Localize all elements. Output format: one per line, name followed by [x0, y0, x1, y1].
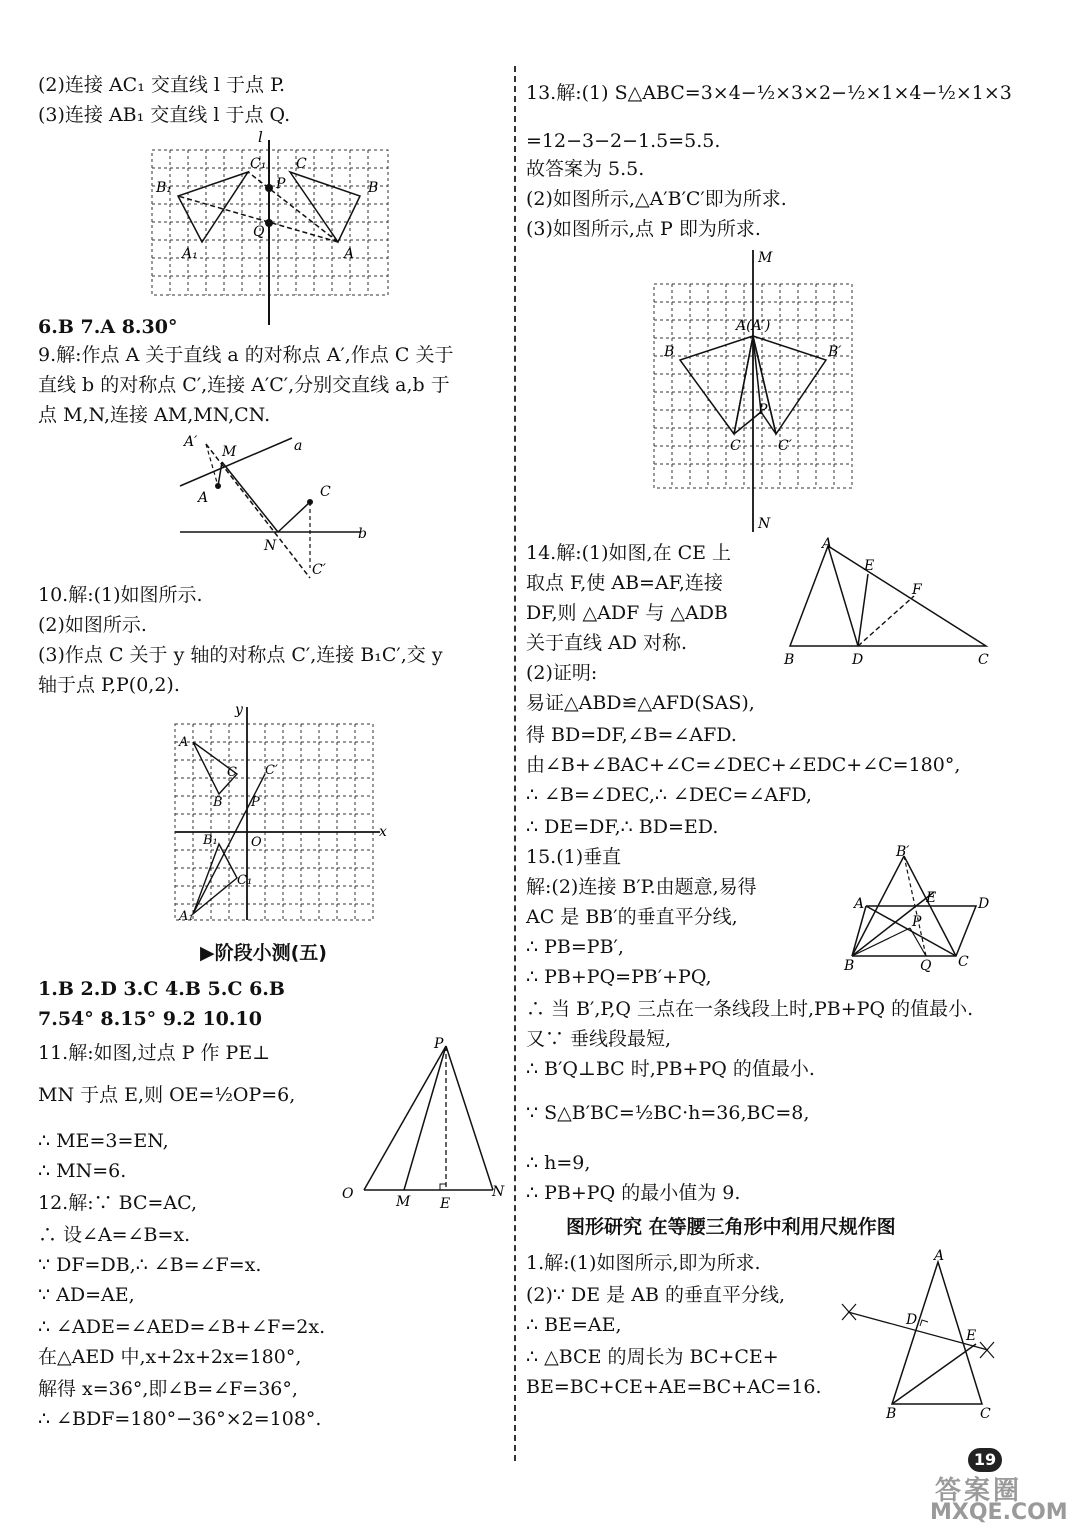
- label: A₁: [182, 246, 198, 262]
- text-line: (2)证明:: [526, 662, 598, 684]
- label: O: [251, 835, 262, 850]
- text-line: 13.解:(1) S△ABC=3×4−½×3×2−½×1×4−½×1×3: [526, 82, 1012, 104]
- answers-1-6: 1.B 2.D 3.C 4.B 5.C 6.B: [38, 978, 285, 1000]
- label: B: [784, 652, 795, 668]
- label: C: [296, 156, 307, 172]
- label: C: [730, 438, 741, 454]
- text-line: 解得 x=36°,即∠B=∠F=36°,: [38, 1378, 298, 1400]
- text-line: ∴ PB=PB′,: [526, 936, 624, 958]
- label: D: [852, 652, 864, 668]
- text-line: MN 于点 E,则 OE=½OP=6,: [38, 1084, 296, 1106]
- figure-q14: [776, 534, 1001, 672]
- figure-grid-reflection: [140, 130, 400, 330]
- text-line: ∴ 设∠A=∠B=x.: [38, 1224, 191, 1246]
- label: C′: [778, 438, 792, 454]
- text-line: 10.解:(1)如图所示.: [38, 584, 203, 606]
- label: A: [822, 536, 833, 552]
- text-line: ∴ PB+PQ=PB′+PQ,: [526, 966, 712, 988]
- label: A: [854, 896, 865, 912]
- label: D: [906, 1312, 918, 1328]
- label: B: [368, 180, 379, 196]
- figure-q10-coordinates: [165, 702, 395, 927]
- label: C: [227, 765, 237, 780]
- text-line: 由∠B+∠BAC+∠C=∠DEC+∠EDC+∠C=180°,: [526, 754, 961, 776]
- page-number: 19: [968, 1448, 1002, 1472]
- text-line: (2)如图所示,△A′B′C′即为所求.: [526, 188, 787, 210]
- label: B: [844, 958, 855, 974]
- label: C′: [312, 562, 326, 578]
- label: C₁: [237, 873, 253, 888]
- label: N: [758, 516, 771, 532]
- label: b: [358, 526, 367, 542]
- column-divider: [514, 66, 516, 1461]
- text-line: ∵ S△B′BC=½BC·h=36,BC=8,: [526, 1102, 810, 1124]
- text-line: ∴ h=9,: [526, 1152, 591, 1174]
- label: D: [978, 896, 990, 912]
- label: A′: [184, 434, 198, 450]
- text-line: 12.解:∵ BC=AC,: [38, 1192, 198, 1214]
- label: A: [934, 1248, 945, 1264]
- text-line: 在△AED 中,x+2x+2x=180°,: [38, 1346, 302, 1368]
- figure-q9: [170, 428, 380, 583]
- text-line: ∴ 当 B′,P,Q 三点在一条线段上时,PB+PQ 的值最小.: [526, 998, 974, 1020]
- text-line: (2)∵ DE 是 AB 的垂直平分线,: [526, 1284, 785, 1306]
- label: Q: [920, 958, 932, 974]
- text-line: 得 BD=DF,∠B=∠AFD.: [526, 724, 737, 746]
- text-line: (2)连接 AC₁ 交直线 l 于点 P.: [38, 74, 286, 96]
- label: P: [758, 402, 768, 418]
- label: B₁: [203, 833, 218, 848]
- answers-6-8: 6.B 7.A 8.30°: [38, 316, 178, 338]
- text-line: 易证△ABD≌△AFD(SAS),: [526, 692, 755, 714]
- label: A: [198, 490, 209, 506]
- text-line: ∴ △BCE 的周长为 BC+CE+: [526, 1346, 779, 1368]
- label: M: [222, 444, 237, 460]
- figure-research-1: [830, 1240, 1010, 1420]
- label: N: [492, 1184, 505, 1200]
- text-line: BE=BC+CE+AE=BC+AC=16.: [526, 1376, 822, 1398]
- text-line: DF,则 △ADF 与 △ADB: [526, 602, 728, 624]
- text-line: ∴ BE=AE,: [526, 1314, 622, 1336]
- text-line: (3)连接 AB₁ 交直线 l 于点 Q.: [38, 104, 291, 126]
- label: C: [978, 652, 989, 668]
- text-line: ∵ AD=AE,: [38, 1284, 135, 1306]
- label: C₁: [250, 156, 267, 172]
- text-line: ∴ ∠ADE=∠AED=∠B+∠F=2x.: [38, 1316, 326, 1338]
- text-line: 11.解:如图,过点 P 作 PE⊥: [38, 1042, 271, 1064]
- label: M: [758, 250, 773, 266]
- text-line: 故答案为 5.5.: [526, 158, 645, 180]
- text-line: (3)作点 C 关于 y 轴的对称点 C′,连接 B₁C′,交 y: [38, 644, 443, 666]
- label: P: [251, 795, 260, 810]
- label: E: [864, 558, 875, 574]
- label: B′: [896, 844, 910, 860]
- text-line: 轴于点 P,P(0,2).: [38, 674, 180, 696]
- text-line: ∴ PB+PQ 的最小值为 9.: [526, 1182, 741, 1204]
- text-line: ∴ ∠B=∠DEC,∴ ∠DEC=∠AFD,: [526, 784, 812, 806]
- label: E: [926, 890, 937, 906]
- text-line: ∵ DF=DB,∴ ∠B=∠F=x.: [38, 1254, 262, 1276]
- label: B: [886, 1406, 897, 1420]
- text-line: 取点 F,使 AB=AF,连接: [526, 572, 723, 594]
- text-line: (2)如图所示.: [38, 614, 147, 636]
- label: B₁: [156, 180, 172, 196]
- figure-q13-grid: [640, 242, 870, 537]
- label: Q: [253, 224, 265, 240]
- label: C: [958, 954, 969, 970]
- text-line: (3)如图所示,点 P 即为所求.: [526, 218, 761, 240]
- text-line: ∴ B′Q⊥BC 时,PB+PQ 的值最小.: [526, 1058, 815, 1080]
- watermark-url: MXQE.COM: [930, 1500, 1068, 1525]
- text-line: 1.解:(1)如图所示,即为所求.: [526, 1252, 761, 1274]
- label: A(A′): [736, 318, 771, 334]
- figure-q11: [338, 1030, 518, 1215]
- label: E: [440, 1196, 451, 1212]
- label: B: [664, 344, 675, 360]
- label: B: [213, 795, 223, 810]
- answers-7-10: 7.54° 8.15° 9.2 10.10: [38, 1008, 262, 1030]
- label: P: [912, 914, 922, 930]
- label: P: [434, 1036, 444, 1052]
- text-line: 关于直线 AD 对称.: [526, 632, 688, 654]
- watermark: 答案圈: [935, 1476, 1023, 1506]
- label: C′: [265, 763, 278, 778]
- label: A₁: [179, 909, 194, 924]
- label: B′: [828, 344, 842, 360]
- section-title-research: 图形研究 在等腰三角形中利用尺规作图: [566, 1216, 896, 1238]
- label: A: [344, 246, 355, 262]
- label: F: [912, 582, 922, 598]
- text-line: ∴ ∠BDF=180°−36°×2=108°.: [38, 1408, 322, 1430]
- text-line: 又∵ 垂线段最短,: [526, 1028, 672, 1050]
- label: C: [320, 484, 331, 500]
- label: y: [235, 702, 243, 718]
- text-line: 15.(1)垂直: [526, 846, 622, 868]
- text-line: 点 M,N,连接 AM,MN,CN.: [38, 404, 271, 426]
- text-line: 14.解:(1)如图,在 CE 上: [526, 542, 732, 564]
- section-title-stage: ▶阶段小测(五): [200, 942, 327, 964]
- label: P: [276, 176, 286, 192]
- label: a: [294, 438, 303, 454]
- label: x: [379, 824, 387, 840]
- text-line: ∴ DE=DF,∴ BD=ED.: [526, 816, 719, 838]
- label: C: [980, 1406, 991, 1420]
- figure-q15: [836, 836, 996, 976]
- label: M: [396, 1194, 411, 1210]
- text-line: AC 是 BB′的垂直平分线,: [526, 906, 738, 928]
- label: O: [342, 1186, 354, 1202]
- text-line: 解:(2)连接 B′P.由题意,易得: [526, 876, 757, 898]
- label: N: [264, 538, 277, 554]
- text-line: ∴ MN=6.: [38, 1160, 127, 1182]
- label: A: [179, 735, 189, 750]
- text-line: ∴ ME=3=EN,: [38, 1130, 169, 1152]
- text-line: =12−3−2−1.5=5.5.: [526, 130, 721, 152]
- text-line: 直线 b 的对称点 C′,连接 A′C′,分别交直线 a,b 于: [38, 374, 450, 396]
- label: E: [966, 1328, 977, 1344]
- text-line: 9.解:作点 A 关于直线 a 的对称点 A′,作点 C 关于: [38, 344, 454, 366]
- label: l: [258, 130, 263, 146]
